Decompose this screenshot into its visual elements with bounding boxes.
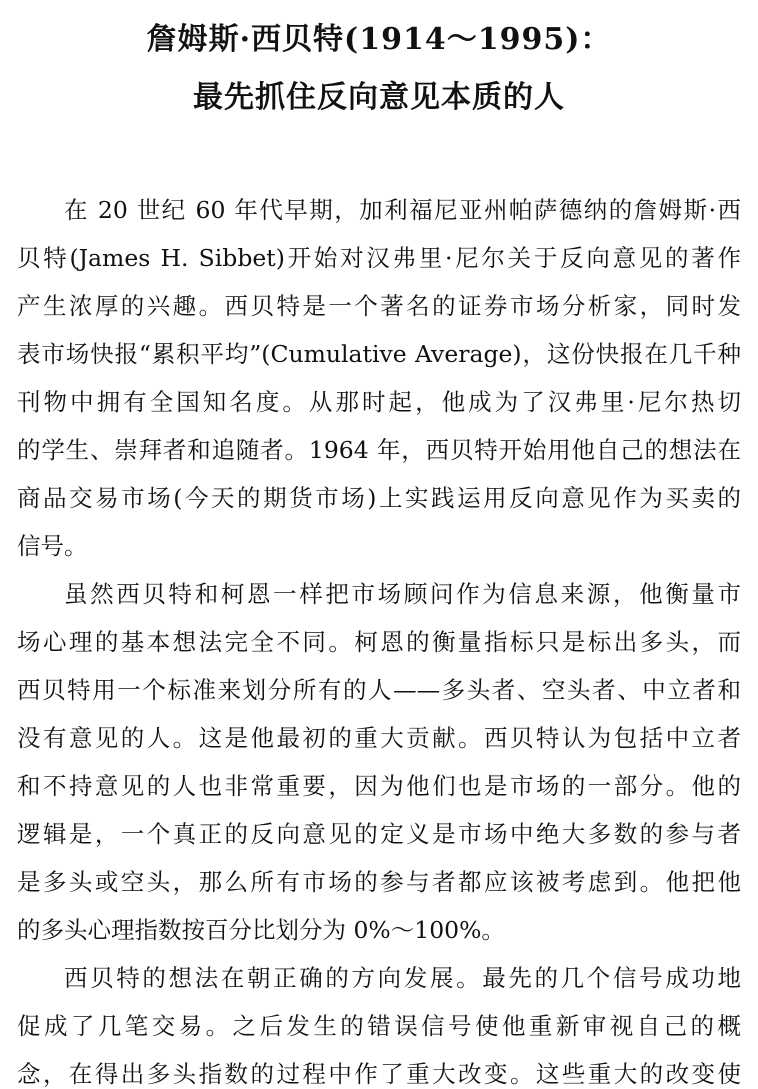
paragraph-2-line-1: 虽然西贝特和柯恩一样把市场顾问作为信息来源，他衡量市 (64, 580, 741, 608)
paragraph-1-line-3: 产生浓厚的兴趣。西贝特是一个著名的证券市场分析家，同时发 (17, 292, 741, 320)
paragraph-1-line-4: 表市场快报“累积平均”(Cumulative Average)，这份快报在几千种 (17, 340, 741, 368)
paragraph-1-line-2: 贝特(James H. Sibbet)开始对汉弗里·尼尔关于反向意见的著作 (17, 244, 741, 272)
paragraph-1-line-6: 的学生、崇拜者和追随者。1964 年，西贝特开始用他自己的想法在 (17, 436, 741, 464)
paragraph-2-line-8: 的多头心理指数按百分比划分为 0%～100%。 (17, 916, 505, 944)
paragraph-2-line-7: 是多头或空头，那么所有市场的参与者都应该被考虑到。他把他 (17, 868, 741, 896)
paragraph-1-line-1: 在 20 世纪 60 年代早期，加利福尼亚州帕萨德纳的詹姆斯·西 (64, 196, 741, 224)
chapter-title-line-1: 詹姆斯·西贝特(1914～1995)： (146, 22, 612, 57)
paragraph-2-line-3: 西贝特用一个标准来划分所有的人——多头者、空头者、中立者和 (17, 676, 741, 704)
paragraph-2-line-4: 没有意见的人。这是他最初的重大贡献。西贝特认为包括中立者 (17, 724, 741, 752)
paragraph-1-line-5: 刊物中拥有全国知名度。从那时起，他成为了汉弗里·尼尔热切 (17, 388, 741, 416)
chapter-title-line-2: 最先抓住反向意见本质的人 (193, 80, 565, 115)
paragraph-2-line-6: 逻辑是，一个真正的反向意见的定义是市场中绝大多数的参与者 (17, 820, 741, 848)
paragraph-3-line-1: 西贝特的想法在朝正确的方向发展。最先的几个信号成功地 (64, 964, 741, 992)
paragraph-1-line-8: 信号。 (17, 532, 88, 560)
paragraph-3-line-3: 念，在得出多头指数的过程中作了重大改变。这些重大的改变使 (17, 1060, 741, 1088)
paragraph-3-line-2: 促成了几笔交易。之后发生的错误信号使他重新审视自己的概 (17, 1012, 741, 1040)
paragraph-1-line-7: 商品交易市场(今天的期货市场)上实践运用反向意见作为买卖的 (17, 484, 741, 512)
paragraph-2-line-5: 和不持意见的人也非常重要，因为他们也是市场的一部分。他的 (17, 772, 741, 800)
paragraph-2-line-2: 场心理的基本想法完全不同。柯恩的衡量指标只是标出多头，而 (17, 628, 741, 656)
